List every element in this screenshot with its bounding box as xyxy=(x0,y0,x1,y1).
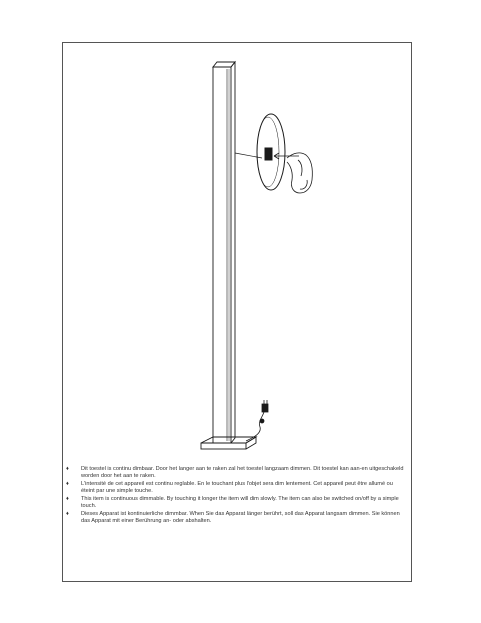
instruction-list xyxy=(66,466,404,526)
instruction-text: L'intensité de cet appareil est continu reglable. En le touchant plus l'objet sera dim lentement. Cet appareil peut être allumé ou éteint par une simple touche. xyxy=(81,481,393,495)
touch-detail xyxy=(257,114,285,190)
bullet-icon: ♦ xyxy=(66,481,69,487)
bullet-icon: ♦ xyxy=(66,496,69,502)
lamp-base xyxy=(201,437,256,449)
hand-icon xyxy=(274,153,312,193)
lamp-column xyxy=(213,62,235,443)
bullet-icon: ♦ xyxy=(66,511,69,517)
instruction-item-de xyxy=(66,511,404,525)
bullet-icon: ♦ xyxy=(66,466,69,472)
instruction-item-en xyxy=(66,496,404,510)
detail-leader-line xyxy=(235,153,262,158)
instruction-item-nl xyxy=(66,466,404,480)
instruction-text: Dit toestel is continu dimbaar. Door het langer aan te raken zal het toestel langzaam dimmen. Dit toestel kan aan-en uitgeschakeld worden door het aan te raken. xyxy=(81,466,404,480)
instruction-text: Dieses Apparat ist kontinuierliche dimmbar. When Sie das Apparat länger berührt, soll das Apparat langsam dimmen. Sie können das Apparat mit einer Berührung an- oder abshalten. xyxy=(81,511,400,525)
power-cable xyxy=(246,400,268,441)
instruction-text: This item is continuous dimmable. By touching it longer the item will dim slowly. The item can also be switched on/off by a simple touch. xyxy=(81,496,399,510)
instruction-item-fr xyxy=(66,481,404,495)
